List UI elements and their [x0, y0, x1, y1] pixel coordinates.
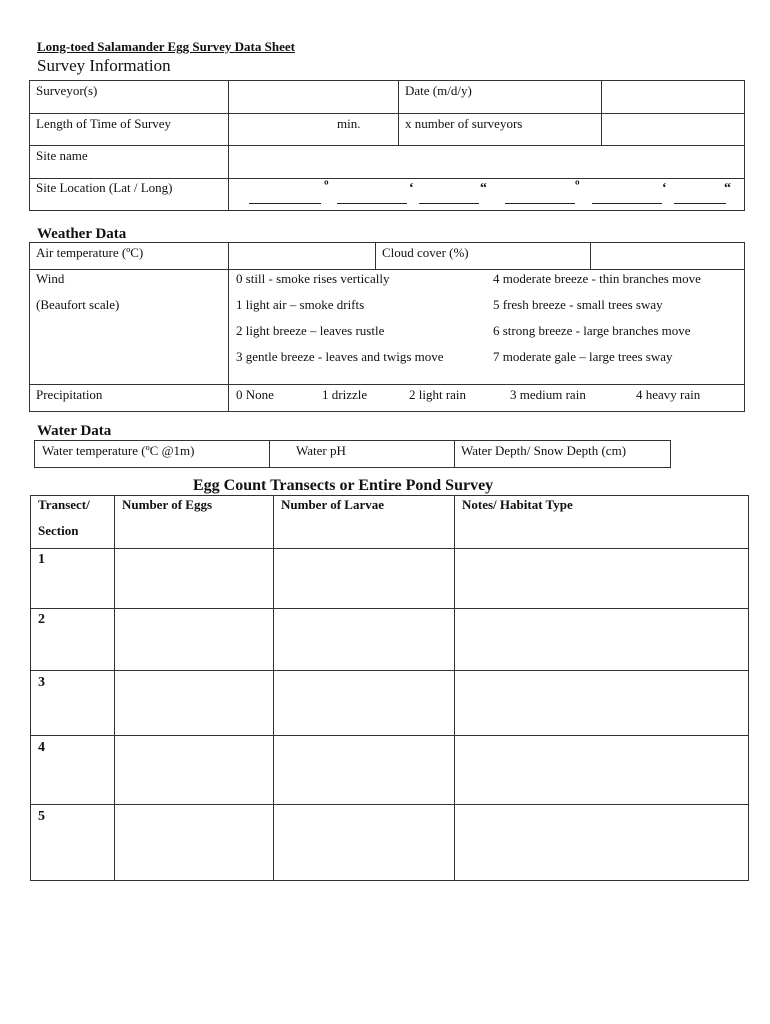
water-depth-label: Water Depth/ Snow Depth (cm) [461, 443, 627, 458]
wind-option-2[interactable]: 2 light breeze – leaves rustle [236, 323, 385, 338]
row-1-larvae-cell[interactable] [275, 550, 453, 607]
row-3-larvae-cell[interactable] [275, 672, 453, 734]
site-name-label: Site name [36, 148, 88, 163]
egg-count-heading: Egg Count Transects or Entire Pond Survey [193, 477, 494, 494]
precip-option-3[interactable]: 3 medium rain [510, 387, 586, 402]
sheet-title: Long-toed Salamander Egg Survey Data Sheet [37, 39, 295, 54]
row-3-notes-cell[interactable] [456, 672, 747, 734]
col-transect-header-line1: Transect/ [38, 497, 90, 512]
row-1-notes-cell[interactable] [456, 550, 747, 607]
wind-option-4[interactable]: 4 moderate breeze - thin branches move [493, 271, 701, 286]
site-name-field[interactable] [230, 147, 743, 177]
row-2-larvae-cell[interactable] [275, 610, 453, 669]
latitude-minute-symbol: ‘ [409, 181, 414, 196]
longitude-seconds-blank[interactable] [674, 203, 726, 204]
precip-option-4[interactable]: 4 heavy rain [636, 387, 701, 402]
col-eggs-header: Number of Eggs [122, 497, 213, 512]
number-of-surveyors-field[interactable] [603, 115, 743, 144]
surveyor-field[interactable] [230, 82, 397, 112]
col-transect-header-line2: Section [38, 523, 79, 538]
transect-row-5-number: 5 [38, 809, 45, 824]
length-of-survey-label: Length of Time of Survey [36, 116, 172, 131]
number-of-surveyors-label: x number of surveyors [405, 116, 523, 131]
wind-option-7[interactable]: 7 moderate gale – large trees sway [493, 349, 673, 364]
date-field[interactable] [603, 82, 743, 112]
transect-row-2-number: 2 [38, 612, 45, 627]
wind-option-3[interactable]: 3 gentle breeze - leaves and twigs move [236, 349, 444, 364]
transect-row-4-number: 4 [38, 740, 45, 755]
precipitation-label: Precipitation [36, 387, 103, 402]
latitude-degree-symbol: º [324, 179, 329, 194]
weather-data-heading: Weather Data [37, 226, 127, 242]
longitude-minutes-blank[interactable] [592, 203, 662, 204]
precip-option-2[interactable]: 2 light rain [409, 387, 467, 402]
minutes-unit-label: min. [337, 116, 361, 131]
latitude-seconds-blank[interactable] [419, 203, 479, 204]
water-data-heading: Water Data [37, 423, 112, 439]
water-temperature-label: Water temperature (ºC @1m) [42, 443, 195, 458]
col-larvae-header: Number of Larvae [281, 497, 385, 512]
wind-label: Wind [36, 271, 65, 286]
transect-row-1-number: 1 [38, 552, 45, 567]
site-location-label: Site Location (Lat / Long) [36, 180, 173, 195]
row-5-eggs-cell[interactable] [116, 806, 272, 879]
air-temperature-label: Air temperature (ºC) [36, 245, 144, 260]
row-2-notes-cell[interactable] [456, 610, 747, 669]
air-temperature-field[interactable] [230, 244, 374, 268]
row-2-eggs-cell[interactable] [116, 610, 272, 669]
precip-option-0[interactable]: 0 None [236, 387, 274, 402]
row-1-eggs-cell[interactable] [116, 550, 272, 607]
row-5-larvae-cell[interactable] [275, 806, 453, 879]
precip-option-1[interactable]: 1 drizzle [322, 387, 368, 402]
water-ph-label: Water pH [296, 443, 346, 458]
wind-option-1[interactable]: 1 light air – smoke drifts [236, 297, 365, 312]
longitude-degrees-blank[interactable] [505, 203, 575, 204]
wind-option-5[interactable]: 5 fresh breeze - small trees sway [493, 297, 663, 312]
row-4-eggs-cell[interactable] [116, 737, 272, 803]
cloud-cover-label: Cloud cover (%) [382, 245, 469, 260]
col-notes-header: Notes/ Habitat Type [462, 497, 573, 512]
transect-row-3-number: 3 [38, 675, 45, 690]
wind-option-6[interactable]: 6 strong breeze - large branches move [493, 323, 691, 338]
row-3-eggs-cell[interactable] [116, 672, 272, 734]
row-4-notes-cell[interactable] [456, 737, 747, 803]
longitude-minute-symbol: ‘ [662, 181, 667, 196]
row-4-larvae-cell[interactable] [275, 737, 453, 803]
length-of-survey-field[interactable] [230, 115, 330, 144]
row-5-notes-cell[interactable] [456, 806, 747, 879]
latitude-minutes-blank[interactable] [337, 203, 407, 204]
beaufort-scale-label: (Beaufort scale) [36, 297, 120, 312]
date-label: Date (m/d/y) [405, 83, 472, 98]
longitude-degree-symbol: º [575, 179, 580, 194]
surveyor-label: Surveyor(s) [36, 83, 98, 98]
longitude-second-symbol: “ [724, 181, 731, 196]
survey-information-heading: Survey Information [37, 56, 171, 75]
cloud-cover-field[interactable] [592, 244, 743, 268]
wind-option-0[interactable]: 0 still - smoke rises vertically [236, 271, 390, 286]
latitude-degrees-blank[interactable] [249, 203, 321, 204]
latitude-second-symbol: “ [480, 181, 487, 196]
